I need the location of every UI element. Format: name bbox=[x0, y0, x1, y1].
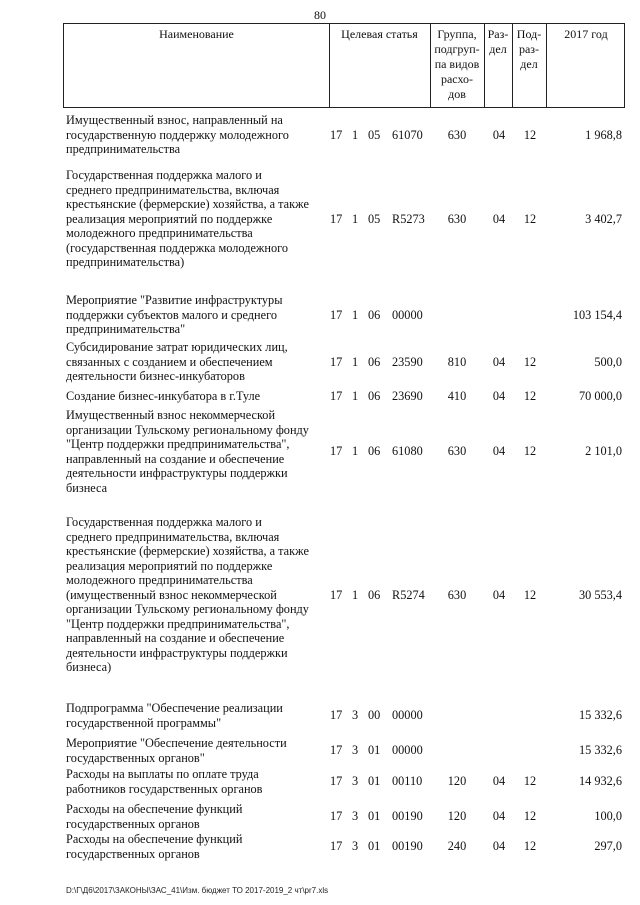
target-code-subprogram: 3 bbox=[352, 743, 359, 758]
row-name-line: Государственная поддержка малого и bbox=[66, 515, 262, 529]
target-code-direction: 00110 bbox=[392, 774, 423, 789]
expense-group-cell: 240 bbox=[447, 839, 467, 854]
target-code-direction: 00190 bbox=[392, 839, 423, 854]
row-name-line: Расходы на выплаты по оплате труда bbox=[66, 767, 259, 781]
target-code-direction: 00000 bbox=[392, 708, 423, 723]
target-code-activity: 00 bbox=[368, 708, 381, 723]
amount-cell: 1 968,8 bbox=[585, 127, 622, 142]
row-name-line: крестьянские (фермерские) хозяйства, а также bbox=[66, 197, 309, 211]
target-code-activity: 05 bbox=[368, 127, 381, 142]
target-code-program: 17 bbox=[330, 389, 343, 403]
amount-cell: 14 932,6 bbox=[578, 774, 622, 789]
row-name bbox=[66, 168, 318, 270]
target-code-program: 17 bbox=[330, 444, 343, 459]
subsection-cell: 12 bbox=[523, 354, 537, 369]
target-code-program: 17 bbox=[330, 211, 343, 226]
target-code-subprogram: 1 bbox=[352, 444, 359, 459]
section-cell: 04 bbox=[492, 809, 506, 824]
row-name bbox=[66, 408, 318, 495]
target-code-program: 17 bbox=[330, 354, 343, 369]
row-name-line: поддержки субъектов малого и среднего bbox=[66, 307, 277, 322]
header-line: раз- bbox=[518, 42, 540, 56]
row-name-line: бизнеса) bbox=[66, 660, 112, 674]
row-name-line: молодежного предпринимательства bbox=[66, 573, 253, 587]
target-code-direction: 00000 bbox=[392, 307, 423, 322]
row-name-line: Расходы на обеспечение функций bbox=[66, 832, 243, 846]
row-name bbox=[66, 701, 318, 730]
target-code-activity: 01 bbox=[368, 809, 381, 824]
row-name bbox=[66, 802, 318, 831]
section-cell: 04 bbox=[492, 839, 506, 854]
row-name-line: реализация мероприятий по поддержке bbox=[66, 558, 273, 573]
row-name-line: Мероприятие "Обеспечение деятельности bbox=[66, 736, 287, 750]
expense-group-cell: 810 bbox=[447, 354, 467, 369]
row-name bbox=[66, 832, 318, 861]
target-code-program: 17 bbox=[330, 809, 343, 824]
row-name-line: работников государственных органов bbox=[66, 781, 263, 796]
target-code-activity: 06 bbox=[368, 444, 381, 459]
row-name-line: деятельности инфраструктуры поддержки bbox=[66, 645, 288, 660]
target-code-subprogram: 1 bbox=[352, 587, 359, 602]
row-name-line: государственной программы" bbox=[66, 715, 222, 730]
row-name-line: государственную поддержку молодежного bbox=[66, 127, 289, 142]
header-line: па видов bbox=[434, 57, 480, 71]
expense-group-cell: 630 bbox=[447, 587, 467, 602]
target-code-program: 17 bbox=[330, 307, 343, 322]
header-section bbox=[484, 27, 512, 57]
target-code-activity: 06 bbox=[368, 389, 381, 403]
row-name-line: связанных с созданием и обеспечением bbox=[66, 354, 273, 369]
target-code-subprogram: 1 bbox=[352, 354, 359, 369]
target-code-subprogram: 1 bbox=[352, 389, 359, 403]
amount-cell: 103 154,4 bbox=[572, 307, 622, 322]
subsection-cell: 12 bbox=[523, 809, 537, 824]
row-name-line: бизнеса bbox=[66, 480, 108, 495]
section-cell: 04 bbox=[492, 211, 506, 226]
header-year: 2017 год bbox=[564, 27, 608, 41]
header-line: дел bbox=[520, 57, 538, 71]
target-code-subprogram: 1 bbox=[352, 307, 359, 322]
row-name-line: предпринимательства" bbox=[66, 322, 186, 336]
target-code-activity: 06 bbox=[368, 307, 381, 322]
subsection-cell: 12 bbox=[523, 127, 537, 142]
amount-cell: 297,0 bbox=[594, 839, 622, 854]
row-name-line: направленный на создание и обеспечение bbox=[66, 631, 285, 645]
row-name-line: молодежного предпринимательства bbox=[66, 226, 253, 240]
target-code-direction: 61070 bbox=[392, 127, 423, 142]
row-name-line: государственных органов" bbox=[66, 750, 205, 765]
header-line: дов bbox=[448, 87, 466, 101]
target-code-direction: 00190 bbox=[392, 809, 423, 824]
target-code-program: 17 bbox=[330, 587, 343, 602]
row-name-line: Создание бизнес-инкубатора в г.Туле bbox=[66, 389, 261, 403]
target-code-direction: 61080 bbox=[392, 444, 423, 459]
section-cell: 04 bbox=[492, 127, 506, 142]
subsection-cell: 12 bbox=[523, 444, 537, 459]
target-code-activity: 06 bbox=[368, 354, 381, 369]
subsection-cell: 12 bbox=[523, 774, 537, 789]
section-cell: 04 bbox=[492, 587, 506, 602]
row-name-line: Подпрограмма "Обеспечение реализации bbox=[66, 701, 283, 715]
expense-group-cell: 120 bbox=[447, 774, 467, 789]
amount-cell: 15 332,6 bbox=[578, 743, 622, 758]
row-name bbox=[66, 293, 318, 337]
target-code-subprogram: 3 bbox=[352, 708, 359, 723]
row-name-line: "Центр поддержки предпринимательства", bbox=[66, 437, 290, 451]
expense-group-cell: 410 bbox=[447, 389, 467, 403]
target-code-activity: 05 bbox=[368, 211, 381, 226]
target-code-activity: 01 bbox=[368, 743, 381, 758]
target-code-direction: R5273 bbox=[392, 211, 425, 226]
target-code-direction: 00000 bbox=[392, 743, 423, 758]
row-name-line: крестьянские (фермерские) хозяйства, а также bbox=[66, 544, 309, 558]
section-cell: 04 bbox=[492, 354, 506, 369]
header-line: Под- bbox=[516, 27, 542, 41]
row-name-line: направленный на создание и обеспечение bbox=[66, 451, 285, 466]
row-name-line: государственных органов bbox=[66, 846, 200, 861]
target-code-program: 17 bbox=[330, 839, 343, 854]
row-name-line: деятельности инфраструктуры поддержки bbox=[66, 466, 288, 480]
amount-cell: 30 553,4 bbox=[578, 587, 622, 602]
header-subsection bbox=[512, 27, 546, 72]
expense-group-cell: 630 bbox=[447, 211, 467, 226]
target-code-activity: 01 bbox=[368, 839, 381, 854]
row-name-line: Государственная поддержка малого и bbox=[66, 168, 262, 182]
row-name-line: деятельности бизнес-инкубаторов bbox=[66, 369, 245, 383]
amount-cell: 15 332,6 bbox=[578, 708, 622, 723]
expense-group-cell: 120 bbox=[447, 809, 467, 824]
row-name-line: Субсидирование затрат юридических лиц, bbox=[66, 340, 288, 354]
target-code-program: 17 bbox=[330, 127, 343, 142]
row-name-line: Мероприятие "Развитие инфраструктуры bbox=[66, 293, 283, 307]
target-code-activity: 06 bbox=[368, 587, 381, 602]
amount-cell: 2 101,0 bbox=[585, 444, 622, 459]
header-line: Группа, bbox=[437, 27, 477, 41]
expense-group-cell: 630 bbox=[447, 444, 467, 459]
target-code-direction: R5274 bbox=[392, 587, 425, 602]
row-name-line: предпринимательства bbox=[66, 142, 181, 156]
page-number: 80 bbox=[314, 8, 326, 22]
target-code-subprogram: 1 bbox=[352, 127, 359, 142]
row-name-line: государственных органов bbox=[66, 816, 200, 831]
row-name-line: реализация мероприятий по поддержке bbox=[66, 211, 273, 226]
row-name-line: Имущественный взнос, направленный на bbox=[66, 113, 283, 127]
amount-cell: 3 402,7 bbox=[585, 211, 622, 226]
header-expense-group bbox=[430, 27, 484, 102]
row-name-line: организации Тульскому региональному фонду bbox=[66, 422, 309, 437]
subsection-cell: 12 bbox=[523, 389, 537, 403]
row-name-line: предпринимательства) bbox=[66, 255, 185, 269]
section-cell: 04 bbox=[492, 774, 506, 789]
target-code-subprogram: 3 bbox=[352, 839, 359, 854]
subsection-cell: 12 bbox=[523, 839, 537, 854]
target-code-direction: 23690 bbox=[392, 389, 423, 403]
header-target-article: Целевая статья bbox=[341, 27, 418, 41]
row-name bbox=[66, 767, 318, 796]
row-name bbox=[66, 113, 318, 157]
row-name-line: "Центр поддержки предпринимательства", bbox=[66, 616, 290, 631]
amount-cell: 70 000,0 bbox=[578, 389, 622, 403]
subsection-cell: 12 bbox=[523, 211, 537, 226]
header-name: Наименование bbox=[159, 27, 234, 41]
row-name-line: (государственная поддержка молодежного bbox=[66, 240, 289, 255]
row-name bbox=[66, 736, 318, 765]
row-name-line: Имущественный взнос некоммерческой bbox=[66, 408, 276, 422]
table-header bbox=[63, 23, 625, 108]
header-line: подгруп- bbox=[434, 42, 480, 56]
row-name bbox=[66, 515, 318, 675]
target-code-program: 17 bbox=[330, 708, 343, 723]
header-line: Раз- bbox=[487, 27, 509, 41]
target-code-program: 17 bbox=[330, 774, 343, 789]
target-code-subprogram: 3 bbox=[352, 774, 359, 789]
header-line: расхо- bbox=[440, 72, 474, 86]
row-name-line: среднего предпринимательства, включая bbox=[66, 529, 280, 544]
row-name-line: (имущественный взнос некоммерческой bbox=[66, 587, 277, 602]
file-path-footer: D:\Г\Д6\2017\ЗАКОНЫ\ЗАС_41\Изм. бюджет ТО 2017-2019_2 чт\pr7.xls bbox=[66, 886, 329, 895]
section-cell: 04 bbox=[492, 389, 506, 403]
row-name-line: Расходы на обеспечение функций bbox=[66, 802, 243, 816]
target-code-activity: 01 bbox=[368, 774, 381, 789]
amount-cell: 100,0 bbox=[594, 809, 622, 824]
target-code-subprogram: 1 bbox=[352, 211, 359, 226]
row-name-line: организации Тульскому региональному фонду bbox=[66, 602, 309, 616]
row-name-line: среднего предпринимательства, включая bbox=[66, 182, 280, 197]
subsection-cell: 12 bbox=[523, 587, 537, 602]
target-code-program: 17 bbox=[330, 743, 343, 758]
amount-cell: 500,0 bbox=[594, 354, 622, 369]
row-name bbox=[66, 340, 318, 384]
target-code-direction: 23590 bbox=[392, 354, 423, 369]
header-line: дел bbox=[489, 42, 507, 56]
section-cell: 04 bbox=[492, 444, 506, 459]
target-code-subprogram: 3 bbox=[352, 809, 359, 824]
row-name bbox=[66, 389, 318, 404]
expense-group-cell: 630 bbox=[447, 127, 467, 142]
